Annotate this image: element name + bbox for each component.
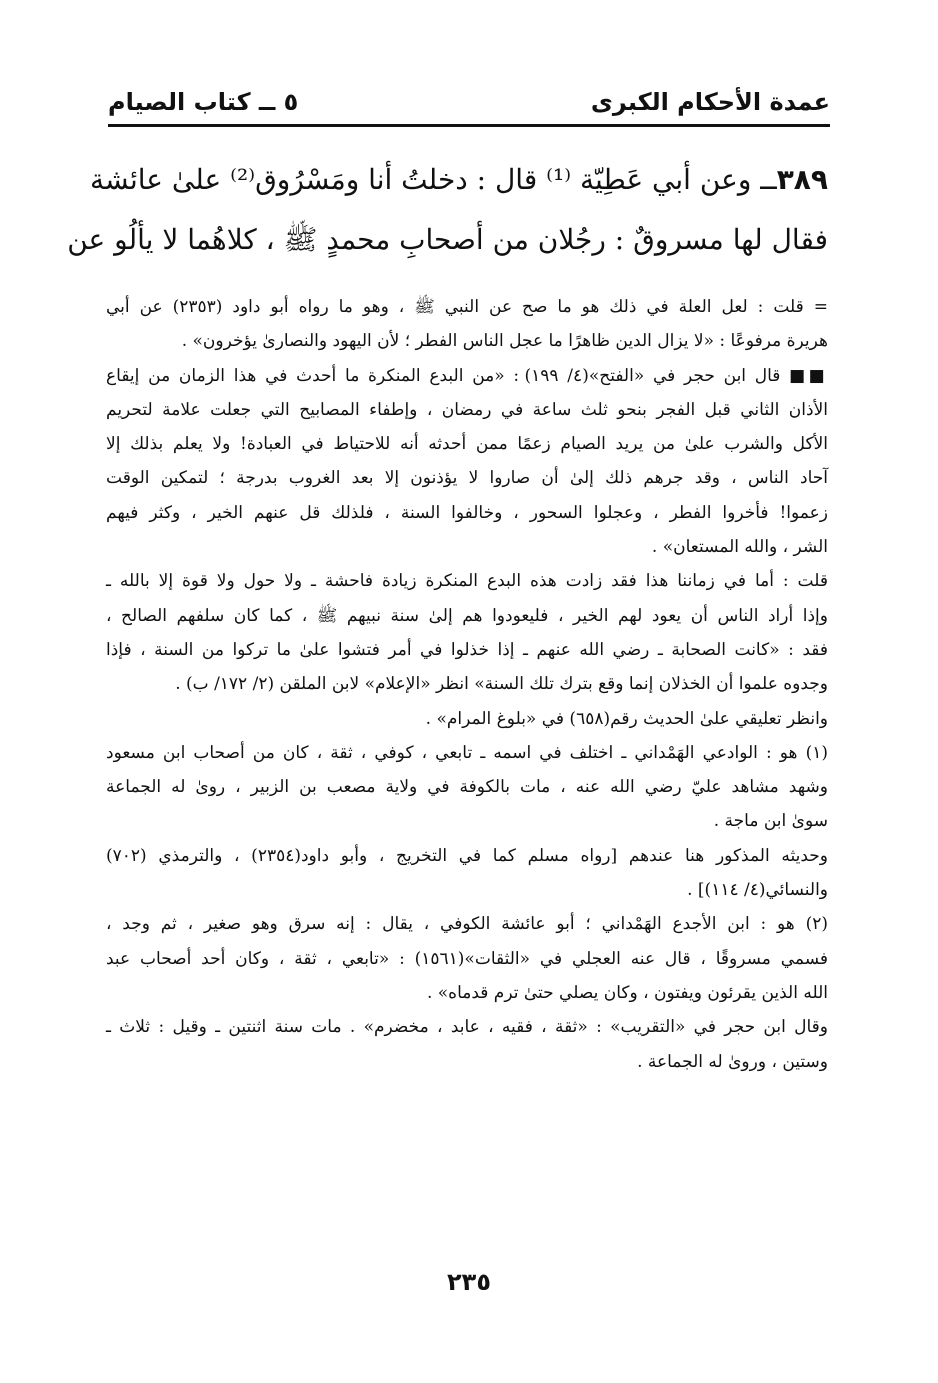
footnote-line: (١) هو : الوادعي الهَمْداني ـ اختلف في اسمه ـ تابعي ، كوفي ، ثقة ، كان من أصحاب ابن مسعود <box>106 742 828 763</box>
footnote-line: والنسائي(٤/ ١١٤)] . <box>687 880 828 901</box>
footnote-line: وحديثه المذكور هنا عندهم [رواه مسلم كما في التخريج ، وأبو داود(٢٣٥٤) ، والترمذي (٧٠٢) <box>106 845 828 866</box>
footnote-line: الله الذين يقرئون ويفتون ، وكان يصلي حتىٰ ترم قدماه» . <box>426 982 828 1003</box>
footnote-line: ■■ قال ابن حجر في «الفتح»(٤/ ١٩٩) : «من البدع المنكرة ما أحدث في هذا الزمان من إيقاع <box>106 365 828 386</box>
book-title: عمدة الأحكام الكبرى <box>590 88 830 116</box>
chapter-title: ٥ ــ كتاب الصيام <box>108 88 299 116</box>
footnote-line: (٢) هو : ابن الأجدع الهَمْداني ؛ أبو عائشة الكوفي ، يقال : إنه سرق وهو صغير ، ثم وجد ، <box>106 914 828 935</box>
footnote-line: هريرة مرفوعًا : «لا يزال الدين ظاهرًا ما عجل الناس الفطر ؛ لأن اليهود والنصارىٰ يؤخرون» . <box>181 331 828 352</box>
footnote-line: وستين ، وروىٰ له الجماعة . <box>637 1051 828 1072</box>
footnote-line: الأذان الثاني قبل الفجر بنحو ثلث ساعة في رمضان ، وإطفاء المصابيح التي جعلت علامة لتحريم <box>106 399 828 420</box>
footnote-line: آحاد الناس ، وقد جرهم ذلك إلىٰ أن صاروا لا يؤذنون إلا بعد الغروب بدرجة ؛ لتمكين الوقت <box>106 468 828 489</box>
footnote-line: = قلت : لعل العلة في ذلك هو ما صح عن النبي ﷺ ، وهو ما رواه أبو داود (٢٣٥٣) عن أبي <box>106 297 828 317</box>
footnote-line: وإذا أراد الناس أن يعود لهم الخير ، فليعودوا هم إلىٰ سنة نبيهم ﷺ ، كما كان سلفهم الصالح ، <box>106 605 828 626</box>
page-number: ٢٣٥ <box>447 1268 491 1296</box>
footnote-line: الأكل والشرب علىٰ من يريد الصيام زعمًا ممن أحدثه أنه للاحتياط في العبادة! ولا يعلم بذلك إلا <box>106 434 828 455</box>
hadith-line-2: فقال لها مسروقٌ : رجُلان من أصحابِ محمدٍ ﷺ ، كلاهُما لا يألُو عن <box>67 223 828 256</box>
footnote-line: وجدوه علموا أن الخذلان إنما وقع بترك تلك السنة» انظر «الإعلام» لابن الملقن (٢/ ١٧٢/ ب) . <box>175 674 828 695</box>
hadith-number: ٣٨٩ <box>776 163 828 196</box>
footnote-line: فقد : «كانت الصحابة ـ رضي الله عنهم ـ إذا خذلوا في أمر فتشوا علىٰ ما تركوا من السنة ، فإذا <box>106 639 828 660</box>
hadith-line-1 <box>89 150 828 210</box>
header-divider <box>108 124 830 127</box>
footnote-line: وقال ابن حجر في «التقريب» : «ثقة ، فقيه ، عابد ، مخضرم» . مات سنة اثنتين ـ وقيل : ثلاث ـ <box>106 1017 828 1038</box>
footnote-line: فسمي مسروقًا ، قال عنه العجلي في «الثقات»(١٥٦١) : «تابعي ، ثقة ، وكان أحد أصحاب عبد <box>106 948 828 969</box>
footnote-line: قلت : أما في زماننا هذا فقد زادت هذه البدع المنكرة زيادة فاحشة ـ ولا حول ولا قوة إلا بالله ـ <box>106 571 828 592</box>
hadith-line-1-text: ــ وعن أبي عَطِيّة ⁽¹⁾ قال : دخلتُ أنا ومَسْرُوق⁽²⁾ علىٰ عائشة <box>89 163 777 196</box>
footnotes <box>106 290 828 1079</box>
footnote-line: وشهد مشاهد عليّ رضي الله عنه ، مات بالكوفة في ولاية مصعب بن الزبير ، روىٰ له الجماعة <box>106 777 828 798</box>
footnote-line: وانظر تعليقي علىٰ الحديث رقم(٦٥٨) في «بلوغ المرام» . <box>425 708 828 729</box>
hadith-text <box>67 150 828 270</box>
running-header <box>108 84 830 124</box>
footnote-line: سوىٰ ابن ماجة . <box>713 811 828 832</box>
footnote-line: زعموا! فأخروا الفطر ، وعجلوا السحور ، وخالفوا السنة ، فلذلك قل عنهم الخير ، وكثر فيهم <box>106 502 828 523</box>
footnote-line: الشر ، والله المستعان» . <box>651 537 828 558</box>
